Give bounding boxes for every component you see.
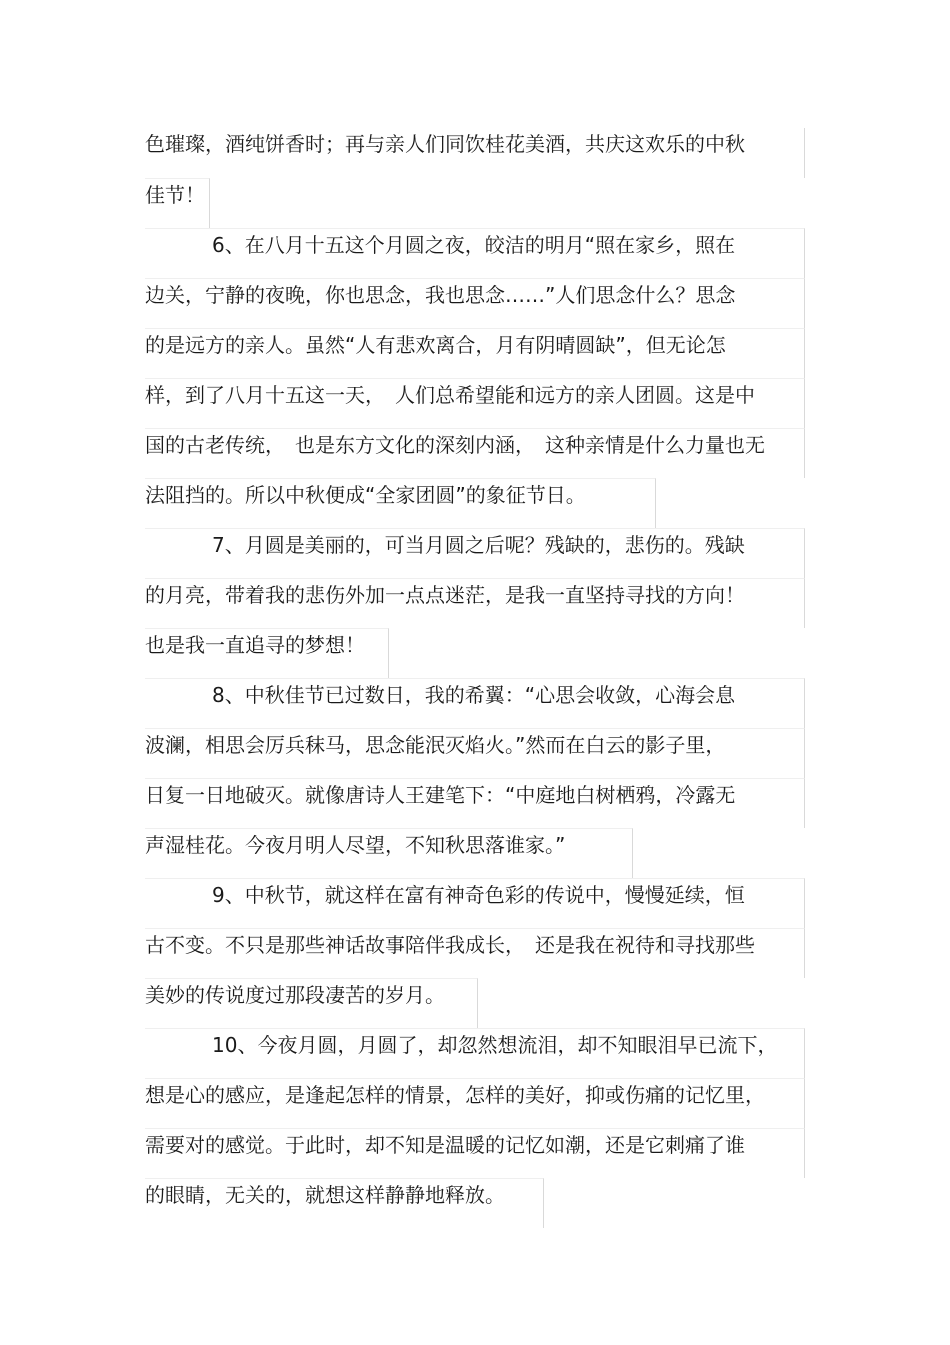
text-line: 国的古老传统， 也是东方文化的深刻内涵， 这种亲情是什么力量也无 [145, 428, 805, 478]
paragraph-8-line: 8、中秋佳节已过数日，我的希翼：“心思会收敛，心海会息 [145, 678, 805, 728]
paragraph-7-line: 7、月圆是美丽的，可当月圆之后呢？残缺的，悲伤的。残缺 [145, 528, 805, 578]
text-line: 色璀璨，酒纯饼香时；再与亲人们同饮桂花美酒，共庆这欢乐的中秋 [145, 128, 805, 178]
text-line: 的是远方的亲人。虽然“人有悲欢离合，月有阴晴圆缺”，但无论怎 [145, 328, 805, 378]
text-line: 声湿桂花。今夜月明人尽望，不知秋思落谁家。” [145, 828, 633, 878]
text-line: 边关，宁静的夜晚，你也思念，我也思念……”人们思念什么？思念 [145, 278, 805, 328]
paragraph-10-line: 10、今夜月圆，月圆了，却忽然想流泪，却不知眼泪早已流下， [145, 1028, 805, 1078]
text-line: 法阻挡的。所以中秋便成“全家团圆”的象征节日。 [145, 478, 656, 528]
paragraph-6-line: 6、在八月十五这个月圆之夜，皎洁的明月“照在家乡，照在 [145, 228, 805, 278]
paragraph-9-line: 9、中秋节，就这样在富有神奇色彩的传说中，慢慢延续，恒 [145, 878, 805, 928]
text-line: 需要对的感觉。于此时，却不知是温暖的记忆如潮，还是它刺痛了谁 [145, 1128, 805, 1178]
text-line: 样，到了八月十五这一天， 人们总希望能和远方的亲人团圆。这是中 [145, 378, 805, 428]
text-line: 想是心的感应，是逢起怎样的情景，怎样的美好，抑或伤痛的记忆里， [145, 1078, 805, 1128]
text-line: 美妙的传说度过那段凄苦的岁月。 [145, 978, 478, 1028]
text-line: 古不变。不只是那些神话故事陪伴我成长， 还是我在祝待和寻找那些 [145, 928, 805, 978]
text-line: 佳节！ [145, 178, 210, 228]
text-line: 的月亮，带着我的悲伤外加一点点迷茫，是我一直坚持寻找的方向！ [145, 578, 805, 628]
text-line: 波澜，相思会厉兵秣马，思念能泯灭焰火。”然而在白云的影子里， [145, 728, 805, 778]
text-line: 也是我一直追寻的梦想！ [145, 628, 389, 678]
text-line: 日复一日地破灭。就像唐诗人王建笔下：“中庭地白树栖鸦，冷露无 [145, 778, 805, 828]
text-line: 的眼睛，无关的，就想这样静静地释放。 [145, 1178, 544, 1228]
